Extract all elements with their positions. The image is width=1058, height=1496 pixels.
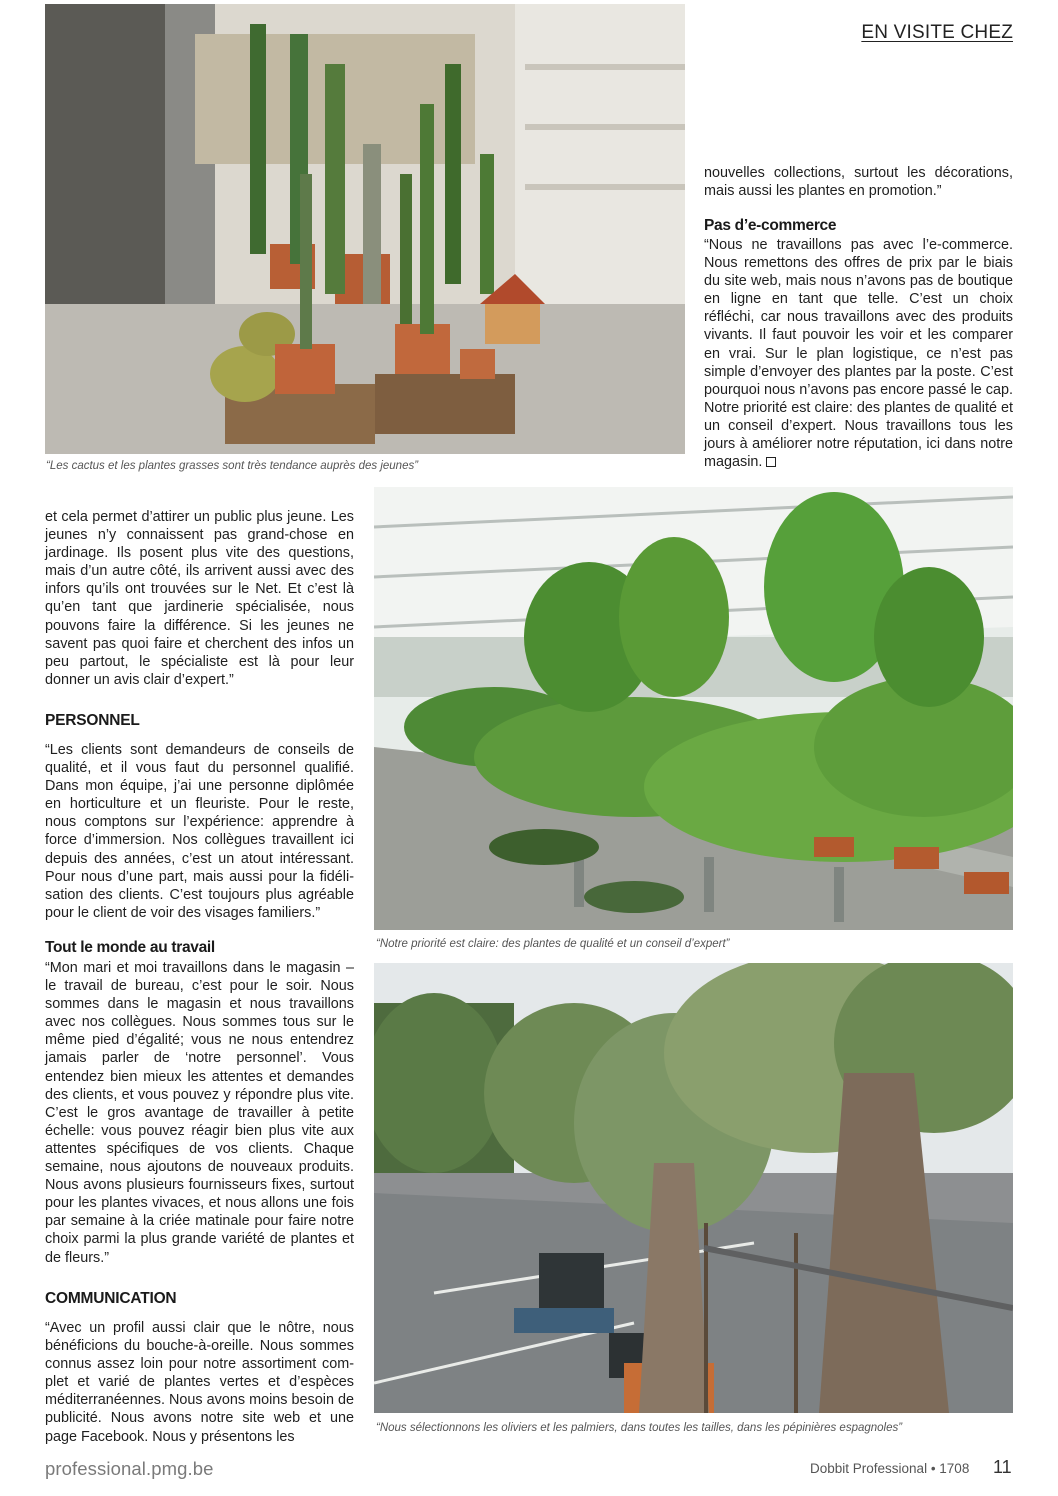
left-intro-paragraph: et cela permet d’attirer un public plus jeune. Les jeunes n’y connaissent pas grand-chose en jardinage. Ils posent plus vite des questions, mais d’un autre côté, ils arrivent aussi avec des infors qu’ils ont trouvées sur le Net. Et c’est là qu’en tant que jardinerie spécialisée, nous pouvons faire la différence. Si les jeunes ne savent pas quoi faire et cherchent des infos un peu partout, le spécialiste est là pour leur donner un avis clair d’expert.” xyxy=(45,509,354,688)
end-of-article-square-icon xyxy=(766,457,776,467)
page-number: 11 xyxy=(993,1457,1012,1477)
personnel-paragraph: “Les clients sont demandeurs de conseils de qualité, et il vous faut du personnel qualifié. Dans mon équipe, j’ai une personne diplômée en horticulture et un fleuriste. Pour le reste, nous comptons sur l’expérience: apprendre à force d’immersion. Nos collègues travaillent ici depuis des années, c’est un atout intéressant. Pour nous d’une part, mais aussi pour la fidélisation des clients. C’est toujours plus agréable pour le client de voir des visages familiers.” xyxy=(45,742,354,921)
greenhouse-photo-caption: “Notre priorité est claire: des plantes de qualité et un conseil d’expert” xyxy=(376,938,730,950)
section-header: EN VISITE CHEZ xyxy=(861,22,1013,43)
greenhouse-photo xyxy=(374,487,1013,930)
heading-communication: COMMUNICATION xyxy=(45,1290,177,1307)
right-intro-paragraph: nouvelles collections, surtout les décorations, mais aussi les plantes en promotion.” xyxy=(704,165,1013,200)
cactus-photo-caption: “Les cactus et les plantes grasses sont très tendance auprès des jeunes” xyxy=(46,460,419,472)
tout-le-monde-paragraph: “Mon mari et moi travaillons dans le magasin – le travail de bureau, c’est pour le soir. Nous sommes dans le magasin et nous travaillons avec nos collègues. Nous sommes tous sur le même pied d’égalité; vous ne nous entendrez jamais parler de ‘notre personnel’. Vous entendez bien mieux les attentes et demandes des clients, et vous pouvez y répondre plus vite. C’est le gros avantage de travailler à petite échelle: vous pouvez réagir bien plus vite aux attentes spécifiques de vos clients. Chaque semaine, nous ajoutons de nouveaux produits. Nous avons plusieurs fournisseurs fixes, surtout pour les plantes vivaces, et nous allons une fois par semaine à la criée matinale pour faire notre choix parmi la plus grande variété de plantes et de fleurs.” xyxy=(45,960,354,1266)
olive-palm-photo-caption: “Nous sélectionnons les oliviers et les palmiers, dans toutes les tailles, dans les pépinières espagnoles” xyxy=(376,1422,903,1434)
e-commerce-paragraph xyxy=(704,236,1013,471)
footer-publication: Dobbit Professional • 1708 xyxy=(810,1461,970,1476)
heading-personnel: PERSONNEL xyxy=(45,712,140,729)
cactus-photo xyxy=(45,4,685,454)
e-commerce-text: “Nous ne travaillons pas avec l’e-commerce. Nous remettons des offres de prix par le biais du site web, mais nous n’avons pas de boutique en ligne en tant que telle. C’est un choix réfléchi, car nous travaillons avec des produits vivants. Il faut pouvoir les voir et les comparer en vrai. Sur le plan logistique, ce n’est pas simple d’envoyer des plantes par la poste. C’est pourquoi nous n’avons pas encore passé le cap. Notre priorité est claire: des plantes de qualité et un conseil d’expert. Nous travaillons tous les jours à améliorer notre réputation, ici dans notre magasin. xyxy=(704,237,1013,471)
heading-e-commerce: Pas d’e-commerce xyxy=(704,217,837,234)
footer-url[interactable]: professional.pmg.be xyxy=(45,1458,214,1479)
communication-paragraph: “Avec un profil aussi clair que le nôtre, nous bénéficions du bouche-à-oreille. Nous sommes connus assez loin pour notre assortiment complet et varié de plantes vertes et d’espèces méditerranéennes. Nous avons moins besoin de publicité. Nous avons notre site web et une page Facebook. Nous y présentons les xyxy=(45,1320,354,1445)
heading-tout-le-monde: Tout le monde au travail xyxy=(45,939,215,956)
olive-palm-photo xyxy=(374,963,1013,1413)
